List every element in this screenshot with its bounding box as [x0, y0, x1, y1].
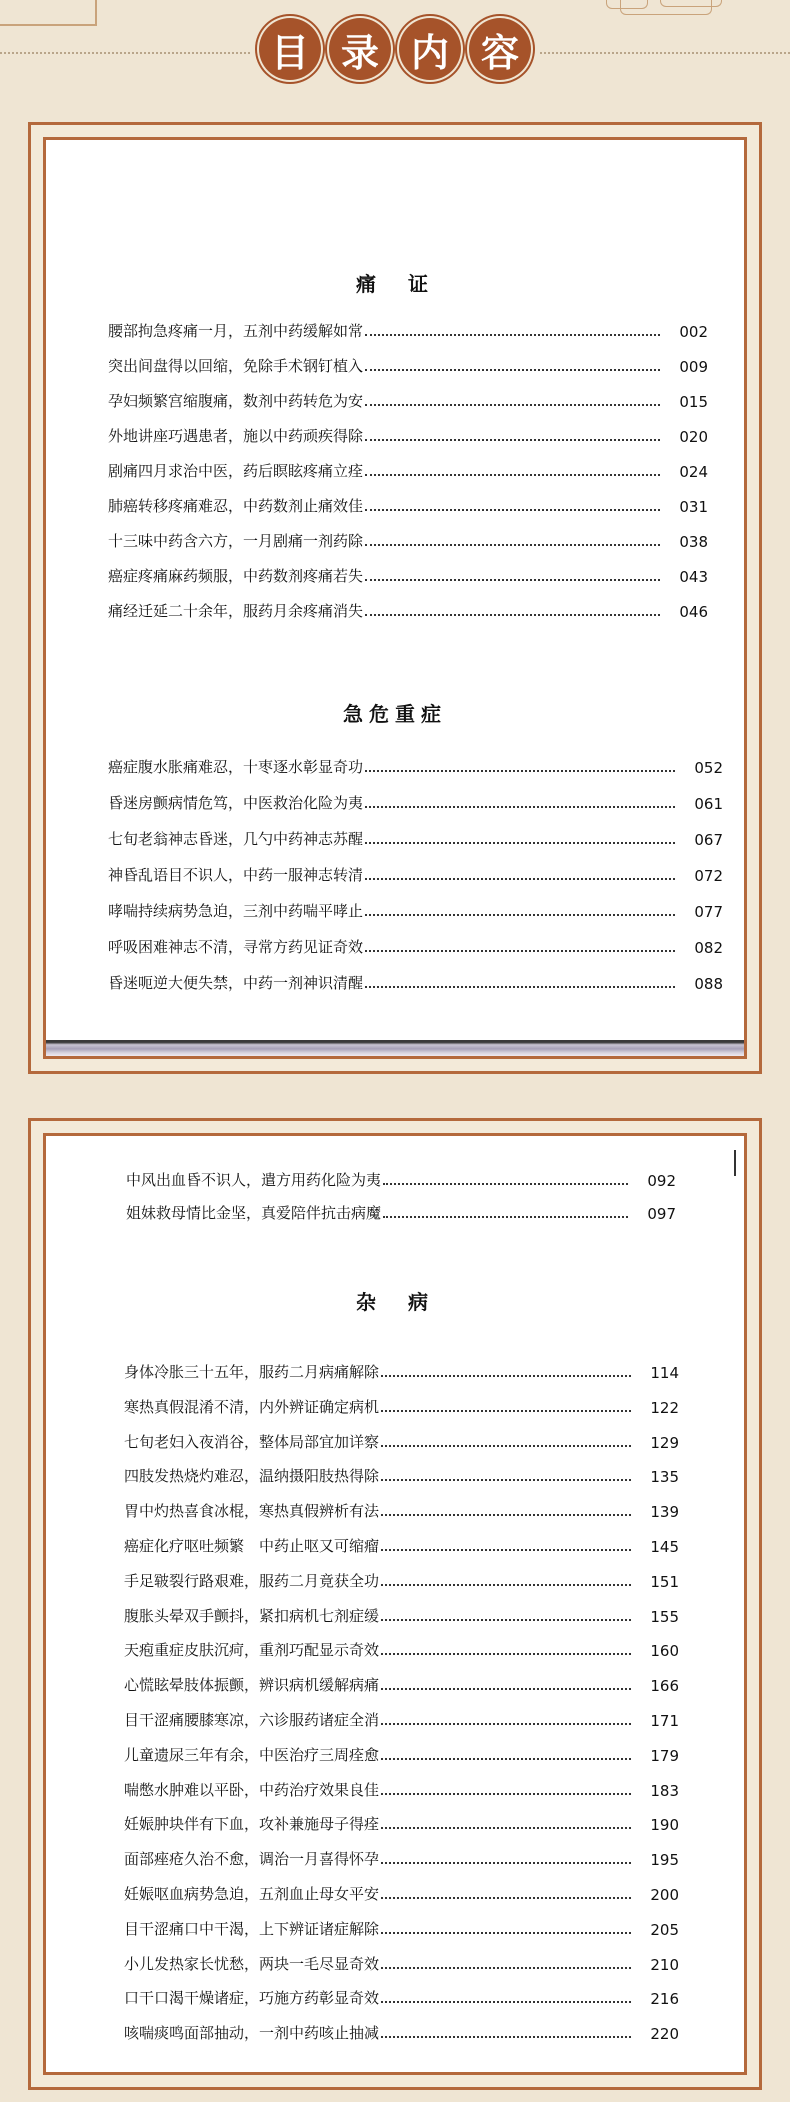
toc-page-number: 038 — [679, 533, 708, 551]
toc-leader-dots — [381, 1862, 631, 1864]
toc-entry-title: 十三味中药含六方，一月剧痛一剂药除 — [108, 532, 364, 550]
toc-entry — [108, 455, 708, 481]
cloud-decoration — [600, 0, 730, 20]
toc-page-number: 009 — [679, 358, 708, 376]
toc-page-number: 031 — [679, 498, 708, 516]
toc-entry — [126, 1197, 676, 1223]
toc-entry-title: 面部痤疮久治不愈，调治一月喜得怀孕 — [124, 1850, 380, 1869]
toc-entry-title: 妊娠肿块伴有下血，攻补兼施母子得痊 — [124, 1815, 380, 1834]
toc-entry-title: 肺癌转移疼痛难忍，中药数剂止痛效佳 — [108, 497, 364, 515]
toc-entry-title: 痛经迁延二十余年，服药月余疼痛消失 — [108, 602, 364, 620]
toc-entry-title: 胃中灼热喜食冰棍，寒热真假辨析有法 — [124, 1502, 380, 1521]
toc-entry — [108, 560, 708, 586]
toc-leader-dots — [365, 806, 675, 808]
toc-entry-title: 腰部拘急疼痛一月，五剂中药缓解如常 — [108, 322, 364, 340]
toc-entry-title: 外地讲座巧遇患者，施以中药顽疾得除 — [108, 427, 364, 445]
toc-leader-dots — [365, 509, 660, 511]
toc-leader-dots — [381, 2001, 631, 2003]
toc-leader-dots — [365, 614, 660, 616]
title-char-4: 容 — [469, 18, 531, 80]
title-char-1: 目 — [259, 18, 321, 80]
toc-leader-dots — [365, 439, 660, 441]
toc-entry-title: 孕妇频繁宫缩腹痛，数剂中药转危为安 — [108, 392, 364, 410]
toc-entry — [124, 1774, 679, 1800]
toc-page-number: 171 — [650, 1712, 679, 1730]
toc-entry-title: 哮喘持续病势急迫，三剂中药喘平哮止 — [108, 902, 364, 920]
toc-leader-dots — [381, 1479, 631, 1481]
toc-leader-dots — [381, 1514, 631, 1516]
toc-page-number: 077 — [694, 903, 723, 921]
toc-page-number: 024 — [679, 463, 708, 481]
toc-leader-dots — [381, 1445, 631, 1447]
toc-entry-title: 突出间盘得以回缩，免除手术钢钉植入 — [108, 357, 364, 375]
toc-entry-title: 喘憋水肿难以平卧，中药治疗效果良佳 — [124, 1780, 380, 1799]
toc-page-number: 155 — [650, 1607, 679, 1626]
toc-page-number: 061 — [694, 795, 723, 813]
toc-entry-title: 手足皲裂行路艰难，服药二月竟获全功 — [124, 1571, 380, 1590]
toc-page-number: 043 — [679, 568, 708, 586]
toc-page-number: 183 — [650, 1781, 679, 1800]
toc-leader-dots — [381, 1793, 631, 1795]
toc-entry-title: 妊娠呕血病势急迫，五剂血止母女平安 — [124, 1885, 380, 1903]
toc-page-number: 052 — [694, 759, 723, 777]
toc-leader-dots — [365, 544, 660, 546]
toc-page-number: 082 — [694, 939, 723, 957]
toc-entry — [108, 859, 723, 885]
toc-entry — [108, 420, 708, 446]
toc-entry — [126, 1164, 676, 1190]
toc-entry — [108, 385, 708, 411]
toc-page-number: 179 — [650, 1746, 679, 1765]
toc-leader-dots — [365, 878, 675, 880]
toc-entry — [108, 490, 708, 516]
toc-entry-title: 七旬老翁神志昏迷，几勺中药神志苏醒 — [108, 830, 364, 848]
toc-page-number: 088 — [694, 975, 723, 993]
toc-leader-dots — [365, 986, 675, 988]
toc-entry — [108, 967, 723, 993]
title-char-3: 内 — [399, 18, 461, 80]
toc-entry — [124, 1669, 679, 1695]
toc-page-number: 205 — [650, 1920, 679, 1939]
toc-page-number: 216 — [650, 1990, 679, 2009]
toc-entry — [124, 1495, 679, 1521]
toc-leader-dots — [365, 950, 675, 952]
toc-entry — [124, 1356, 679, 1382]
toc-entry-title: 呼吸困难神志不清，寻常方药见证奇效 — [108, 938, 364, 956]
toc-leader-dots — [365, 334, 660, 336]
toc-entry — [124, 1808, 679, 1834]
toc-leader-dots — [365, 770, 675, 772]
toc-entry-title: 身体冷胀三十五年，服药二月病痛解除 — [124, 1363, 380, 1381]
toc-page-number: 145 — [650, 1538, 679, 1556]
toc-page-number: 002 — [679, 323, 708, 341]
toc-entry — [108, 525, 708, 551]
toc-entry — [124, 1878, 679, 1904]
toc-panel-1 — [28, 122, 762, 1074]
toc-leader-dots — [381, 2036, 631, 2038]
toc-entry-title: 腹胀头晕双手颤抖，紧扣病机七剂症缓 — [124, 1606, 380, 1625]
toc-entry-title: 昏迷房颤病情危笃，中医救治化险为夷 — [108, 794, 364, 812]
toc-leader-dots — [383, 1216, 628, 1218]
toc-leader-dots — [381, 1758, 631, 1760]
toc-entry-title: 癌症腹水胀痛难忍，十枣逐水彰显奇功 — [108, 758, 364, 776]
toc-page-number: 195 — [650, 1851, 679, 1870]
toc-entry — [108, 350, 708, 376]
toc-leader-dots — [365, 914, 675, 916]
toc-entry-title: 心慌眩晕肢体振颤，辨识病机缓解病痛 — [124, 1676, 380, 1695]
toc-page-number: 015 — [679, 393, 708, 411]
toc-entry-title: 口干口渴干燥诸症，巧施方药彰显奇效 — [124, 1989, 380, 2008]
title-char-2: 录 — [329, 18, 391, 80]
toc-entry-title: 四肢发热烧灼难忍，温纳摄阳肢热得除 — [124, 1467, 380, 1486]
toc-entry — [108, 787, 723, 813]
toc-leader-dots — [383, 1183, 628, 1185]
toc-entry-title: 天疱重症皮肤沉疴，重剂巧配显示奇效 — [124, 1641, 380, 1660]
toc-page-number: 097 — [647, 1205, 676, 1223]
toc-entry — [108, 315, 708, 341]
toc-entry — [108, 895, 723, 921]
toc-page-2 — [43, 1133, 747, 2075]
toc-entry — [124, 1948, 679, 1974]
toc-entry-title: 剧痛四月求治中医，药后瞑眩疼痛立痊 — [108, 462, 364, 480]
toc-page-number: 210 — [650, 1955, 679, 1974]
toc-leader-dots — [365, 404, 660, 406]
toc-entry — [124, 1913, 679, 1939]
toc-page-number: 139 — [650, 1503, 679, 1522]
toc-page-number: 135 — [650, 1468, 679, 1487]
toc-page-number: 067 — [694, 831, 723, 849]
toc-leader-dots — [381, 1619, 631, 1621]
toc-entry — [124, 1634, 679, 1660]
toc-leader-dots — [381, 1723, 631, 1725]
toc-leader-dots — [381, 1653, 631, 1655]
toc-entry — [124, 1460, 679, 1486]
toc-page-number: 114 — [650, 1364, 679, 1382]
toc-leader-dots — [381, 1375, 631, 1377]
toc-panel-2 — [28, 1118, 762, 2090]
toc-entry — [108, 823, 723, 849]
toc-entry-title: 中风出血昏不识人，遣方用药化险为夷 — [126, 1171, 382, 1189]
toc-leader-dots — [381, 1827, 631, 1829]
toc-entry-title: 儿童遗尿三年有余，中医治疗三周痊愈 — [124, 1745, 380, 1764]
scan-edge — [46, 1040, 744, 1056]
toc-entry — [124, 1391, 679, 1417]
toc-entry — [124, 1982, 679, 2008]
toc-page-number: 200 — [650, 1886, 679, 1904]
toc-entry-title: 昏迷呃逆大便失禁，中药一剂神识清醒 — [108, 974, 364, 992]
toc-entry — [108, 931, 723, 957]
toc-leader-dots — [365, 842, 675, 844]
toc-entry-title: 目干涩痛腰膝寒凉，六诊服药诸症全消 — [124, 1711, 380, 1729]
section-title-misc: 杂 病 — [356, 1290, 434, 1314]
toc-page-number: 020 — [679, 428, 708, 446]
toc-entry-title: 咳喘痰鸣面部抽动，一剂中药咳止抽减 — [124, 2024, 380, 2043]
page-title — [0, 18, 790, 88]
toc-entry — [124, 1530, 679, 1556]
toc-page-number: 092 — [647, 1172, 676, 1190]
section-title-emergency: 急危重症 — [343, 702, 447, 726]
toc-leader-dots — [381, 1967, 631, 1969]
toc-leader-dots — [381, 1932, 631, 1934]
toc-entry — [124, 1739, 679, 1765]
toc-entry-title: 神昏乱语目不识人，中药一服神志转清 — [108, 866, 364, 884]
toc-entry — [124, 2017, 679, 2043]
toc-page-number: 151 — [650, 1572, 679, 1591]
section-title-pain: 痛 证 — [356, 272, 434, 296]
toc-entry — [124, 1843, 679, 1869]
toc-leader-dots — [365, 474, 660, 476]
toc-leader-dots — [381, 1897, 631, 1899]
toc-entry — [124, 1600, 679, 1626]
toc-entry-title: 癌症化疗呕吐频繁 中药止呕又可缩瘤 — [124, 1537, 380, 1555]
toc-entry-title: 小儿发热家长忧愁，两块一毛尽显奇效 — [124, 1954, 380, 1973]
toc-entry-title: 癌症疼痛麻药频服，中药数剂疼痛若失 — [108, 567, 364, 585]
toc-entry-title: 目干涩痛口中干渴，上下辨证诸症解除 — [124, 1919, 380, 1938]
toc-entry-title: 寒热真假混淆不清，内外辨证确定病机 — [124, 1397, 380, 1416]
toc-entry — [124, 1704, 679, 1730]
toc-leader-dots — [381, 1549, 631, 1551]
page-mark — [734, 1150, 736, 1176]
toc-page-number: 072 — [694, 867, 723, 885]
toc-entry — [124, 1565, 679, 1591]
toc-entry-title: 七旬老妇入夜消谷，整体局部宜加详察 — [124, 1432, 380, 1451]
toc-page-number: 220 — [650, 2025, 679, 2044]
toc-leader-dots — [381, 1410, 631, 1412]
toc-leader-dots — [381, 1688, 631, 1690]
toc-entry — [108, 595, 708, 621]
toc-page-number: 122 — [650, 1398, 679, 1417]
toc-entry — [108, 751, 723, 777]
toc-page-number: 046 — [679, 603, 708, 621]
toc-entry-title: 姐妹救母情比金坚，真爱陪伴抗击病魔 — [126, 1204, 382, 1222]
toc-leader-dots — [381, 1584, 631, 1586]
toc-leader-dots — [365, 369, 660, 371]
toc-page-number: 129 — [650, 1433, 679, 1452]
toc-page-number: 190 — [650, 1816, 679, 1835]
toc-page-number: 166 — [650, 1677, 679, 1696]
toc-leader-dots — [365, 579, 660, 581]
toc-page-1 — [43, 137, 747, 1059]
toc-entry — [124, 1426, 679, 1452]
toc-page-number: 160 — [650, 1642, 679, 1661]
